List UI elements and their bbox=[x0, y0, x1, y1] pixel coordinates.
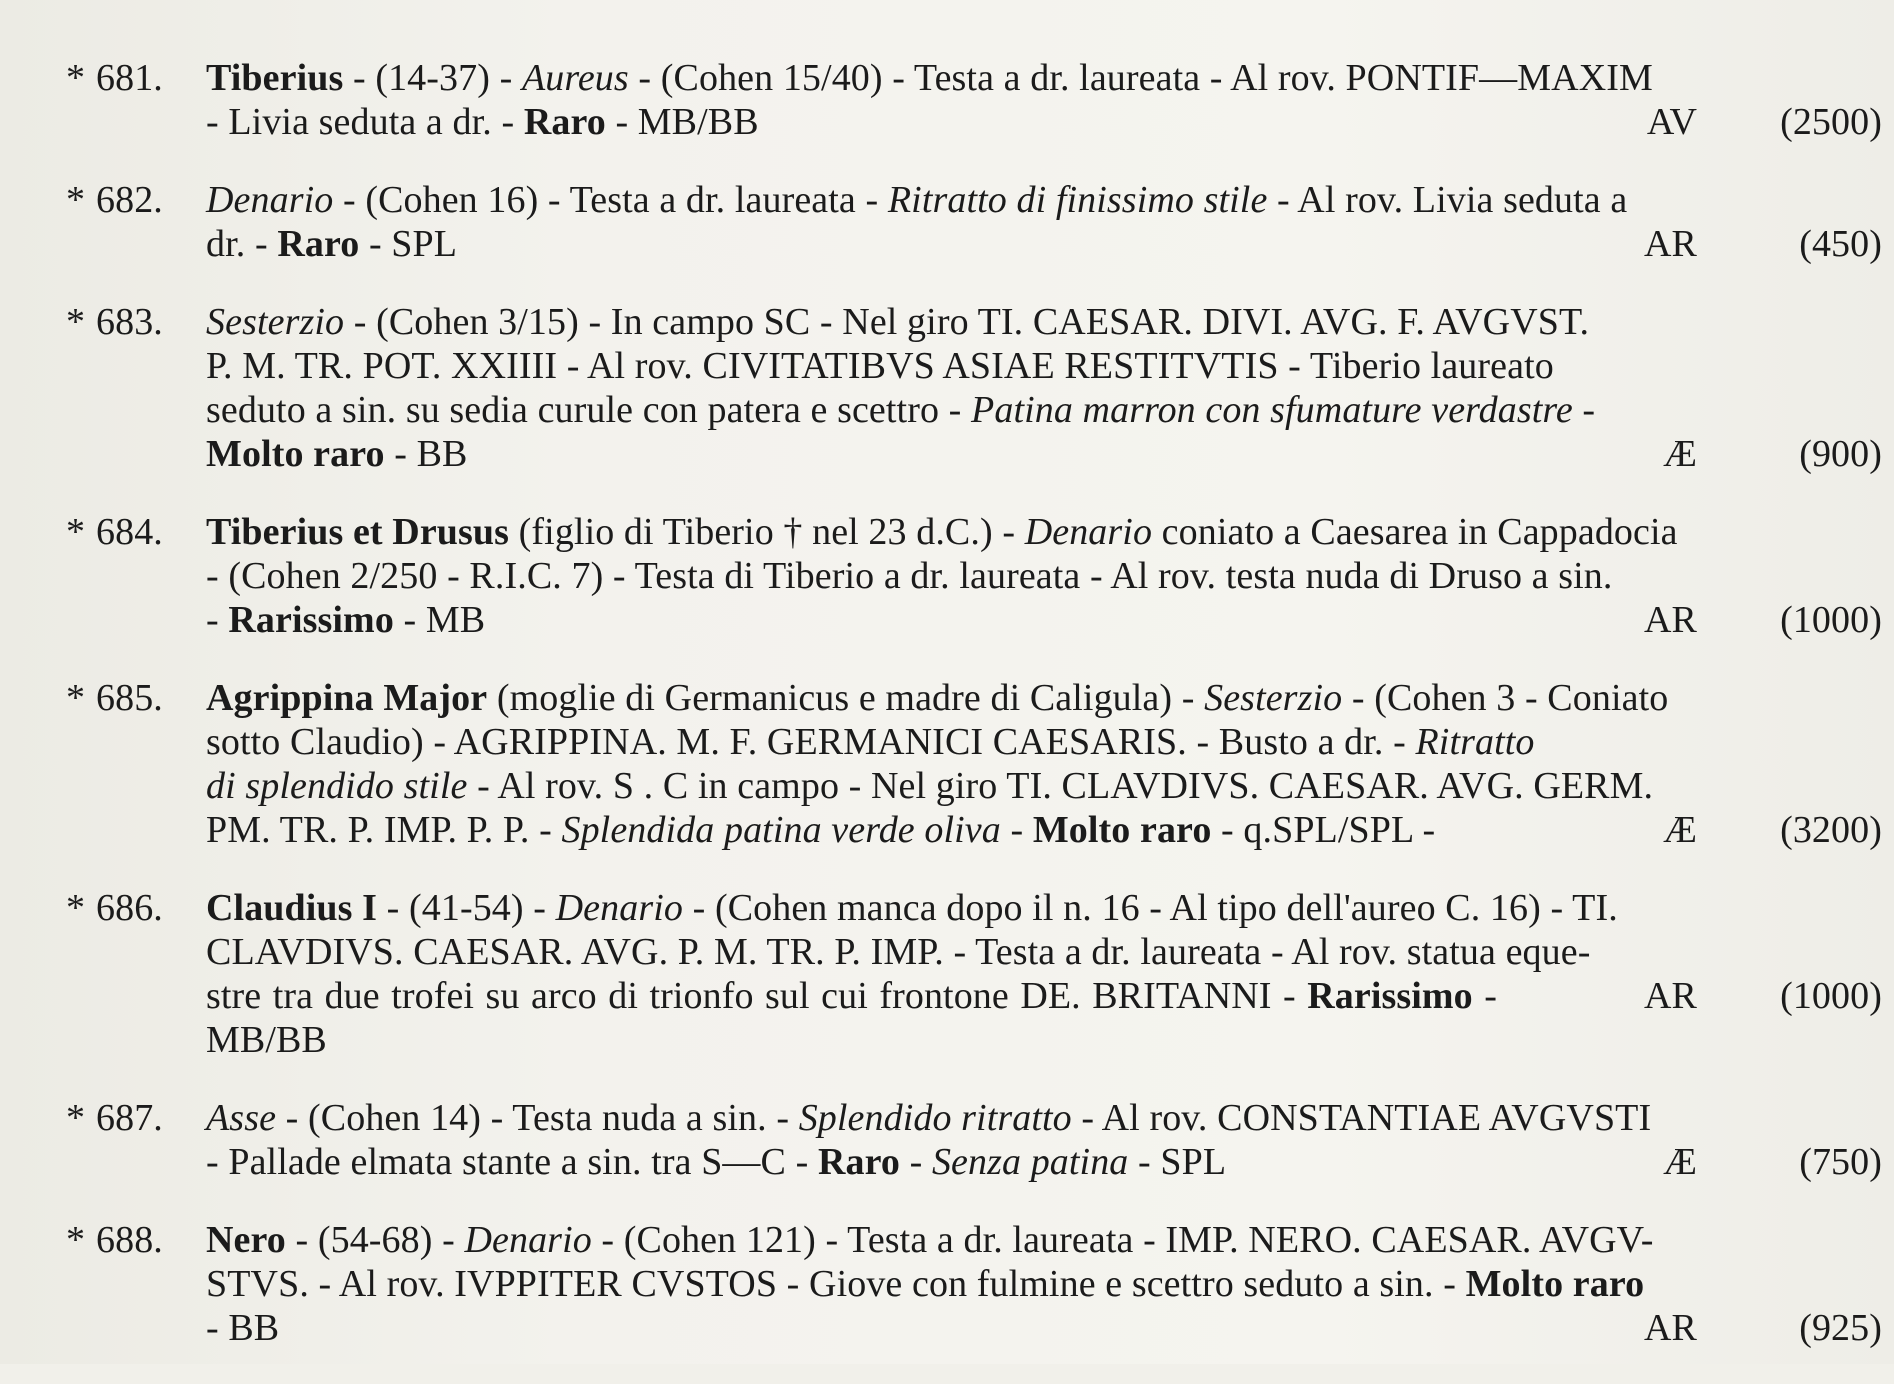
italic-text: Patina marron con sfumature verdastre bbox=[971, 389, 1573, 431]
plain-text: dr. - bbox=[206, 223, 278, 265]
plain-text: (moglie di Germanicus e madre di Caligula) - bbox=[487, 677, 1205, 719]
plain-text: - MB bbox=[393, 599, 486, 641]
lot-number: 688. bbox=[96, 1219, 163, 1261]
italic-text: Asse bbox=[206, 1097, 277, 1139]
estimate-price: (1000) bbox=[1780, 599, 1882, 641]
bold-text: Molto raro bbox=[1032, 809, 1212, 851]
catalog-entry bbox=[66, 178, 1882, 266]
description-line bbox=[206, 388, 1882, 432]
description-line bbox=[206, 1140, 1882, 1184]
plain-text: - bbox=[1572, 389, 1596, 431]
description-line bbox=[206, 720, 1882, 764]
description-line-text bbox=[206, 598, 1497, 642]
bold-text: Tiberius bbox=[206, 57, 344, 99]
featured-star-mark: * bbox=[66, 887, 86, 929]
description-line bbox=[206, 1218, 1882, 1262]
estimate-price: (900) bbox=[1799, 433, 1882, 475]
estimate-price: (750) bbox=[1799, 1141, 1882, 1183]
lot-number: 685. bbox=[96, 677, 163, 719]
italic-text: Denario bbox=[555, 887, 683, 929]
description-line-text bbox=[206, 1140, 1497, 1184]
description-line bbox=[206, 554, 1882, 598]
lot-number: 687. bbox=[96, 1097, 163, 1139]
description-line bbox=[206, 930, 1882, 974]
description-line bbox=[206, 178, 1882, 222]
plain-text: - (Cohen 14) - Testa nuda a sin. - bbox=[276, 1097, 799, 1139]
description-line bbox=[206, 432, 1882, 476]
plain-text: - Al rov. CONSTANTIAE AVGVSTI bbox=[1071, 1097, 1652, 1139]
bold-text: Tiberius et Drusus bbox=[206, 511, 510, 553]
description-line-text bbox=[206, 432, 1497, 476]
description-line bbox=[206, 764, 1882, 808]
description-line bbox=[206, 808, 1882, 852]
plain-text: - Al rov. S . C in campo - Nel giro TI. CLAVDIVS. CAESAR. AVG. GERM. bbox=[467, 765, 1654, 807]
italic-text: Splendido ritratto bbox=[798, 1097, 1072, 1139]
bold-text: Rarissimo bbox=[1307, 975, 1473, 1017]
plain-text: - (Cohen 16) - Testa a dr. laureata - bbox=[333, 179, 888, 221]
metal-symbol: AV bbox=[1646, 101, 1697, 143]
plain-text: STVS. - Al rov. IVPPITER CVSTOS - Giove con fulmine e scettro seduto a sin. - bbox=[206, 1263, 1466, 1305]
plain-text: - (54-68) - bbox=[285, 1219, 465, 1261]
catalog-entries bbox=[66, 56, 1882, 1384]
description-line-text bbox=[206, 1306, 1497, 1350]
lot-number: 684. bbox=[96, 511, 163, 553]
description-line-text bbox=[206, 808, 1497, 852]
description-line bbox=[206, 974, 1882, 1062]
italic-text: Denario bbox=[464, 1219, 592, 1261]
lot-description bbox=[206, 1218, 1882, 1350]
metal-symbol: AR bbox=[1644, 599, 1697, 641]
italic-text: Splendida patina verde oliva bbox=[561, 809, 1001, 851]
bold-text: Claudius I bbox=[206, 887, 378, 929]
plain-text: - bbox=[899, 1141, 932, 1183]
description-line-text bbox=[206, 222, 1497, 266]
description-line bbox=[206, 56, 1882, 100]
catalog-entry bbox=[66, 300, 1882, 476]
plain-text: - (14-37) - bbox=[343, 57, 522, 99]
plain-text: CLAVDIVS. CAESAR. AVG. P. M. TR. P. IMP. - Testa a dr. laureata - Al rov. statua eque- bbox=[206, 931, 1591, 973]
catalog-entry bbox=[66, 886, 1882, 1062]
catalog-entry bbox=[66, 510, 1882, 642]
bold-text: Raro bbox=[817, 1141, 900, 1183]
plain-text: P. M. TR. POT. XXIIII - Al rov. CIVITATIBVS ASIAE RESTITVTIS - Tiberio laureato bbox=[206, 345, 1554, 387]
plain-text: - Al rov. Livia seduta a bbox=[1267, 179, 1628, 221]
estimate-price: (3200) bbox=[1780, 809, 1882, 851]
plain-text: - SPL bbox=[1128, 1141, 1227, 1183]
description-line bbox=[206, 676, 1882, 720]
description-line bbox=[206, 344, 1882, 388]
featured-star-mark: * bbox=[66, 677, 86, 719]
featured-star-mark: * bbox=[66, 301, 86, 343]
metal-symbol: AR bbox=[1644, 223, 1697, 265]
description-line bbox=[206, 1096, 1882, 1140]
plain-text: - MB/BB bbox=[605, 101, 759, 143]
description-line-text bbox=[206, 974, 1497, 1062]
estimate-price: (450) bbox=[1799, 223, 1882, 265]
plain-text: PM. TR. P. IMP. P. P. - bbox=[206, 809, 562, 851]
lot-number: 681. bbox=[96, 57, 163, 99]
featured-star-mark: * bbox=[66, 1219, 86, 1261]
featured-star-mark: * bbox=[66, 179, 86, 221]
bold-text: Agrippina Major bbox=[206, 677, 488, 719]
lot-number: 682. bbox=[96, 179, 163, 221]
catalog-entry bbox=[66, 1218, 1882, 1350]
plain-text: - (Cohen 2/250 - R.I.C. 7) - Testa di Tiberio a dr. laureata - Al rov. testa nuda di Druso a sin. bbox=[206, 555, 1613, 597]
plain-text: - (41-54) - bbox=[377, 887, 556, 929]
lot-description bbox=[206, 300, 1882, 476]
lot-description bbox=[206, 56, 1882, 144]
plain-text: - bbox=[206, 599, 229, 641]
metal-symbol: AR bbox=[1644, 1307, 1697, 1349]
featured-star-mark: * bbox=[66, 511, 86, 553]
lot-description bbox=[206, 676, 1882, 852]
bold-text: Rarissimo bbox=[228, 599, 394, 641]
italic-text: Denario bbox=[206, 179, 334, 221]
italic-text: di splendido stile bbox=[206, 765, 468, 807]
lot-description bbox=[206, 178, 1882, 266]
lot-description bbox=[206, 1096, 1882, 1184]
plain-text: - MB/BB bbox=[206, 975, 1497, 1061]
plain-text: - q.SPL/SPL - bbox=[1211, 809, 1436, 851]
featured-star-mark: * bbox=[66, 1097, 86, 1139]
description-line bbox=[206, 886, 1882, 930]
metal-symbol: Æ bbox=[1663, 1141, 1697, 1183]
catalog-entry bbox=[66, 1096, 1882, 1184]
lot-description bbox=[206, 510, 1882, 642]
description-line bbox=[206, 1262, 1882, 1306]
plain-text: sotto Claudio) - AGRIPPINA. M. F. GERMANICI CAESARIS. - Busto a dr. - bbox=[206, 721, 1416, 763]
description-line bbox=[206, 598, 1882, 642]
bold-text: Raro bbox=[277, 223, 360, 265]
plain-text: - (Cohen 3/15) - In campo SC - Nel giro TI. CAESAR. DIVI. AVG. F. AVGVST. bbox=[344, 301, 1590, 343]
description-line bbox=[206, 300, 1882, 344]
bold-text: Molto raro bbox=[1465, 1263, 1645, 1305]
plain-text: - (Cohen 121) - Testa a dr. laureata - IMP. NERO. CAESAR. AVGV- bbox=[591, 1219, 1654, 1261]
plain-text: - Livia seduta a dr. - bbox=[206, 101, 524, 143]
plain-text: - Pallade elmata stante a sin. tra S—C - bbox=[206, 1141, 818, 1183]
bold-text: Raro bbox=[523, 101, 606, 143]
italic-text: Aureus bbox=[521, 57, 629, 99]
plain-text: - (Cohen 15/40) - Testa a dr. laureata - Al rov. PONTIF—MAXIM bbox=[628, 57, 1653, 99]
italic-text: Ritratto di finissimo stile bbox=[887, 179, 1268, 221]
plain-text: - bbox=[1000, 809, 1033, 851]
plain-text: - BB bbox=[384, 433, 468, 475]
italic-text: Sesterzio bbox=[206, 301, 345, 343]
plain-text: - (Cohen manca dopo il n. 16 - Al tipo dell'aureo C. 16) - TI. bbox=[682, 887, 1618, 929]
plain-text: stre tra due trofei su arco di trionfo sul cui frontone DE. BRITANNI - bbox=[206, 975, 1308, 1017]
metal-symbol: Æ bbox=[1663, 433, 1697, 475]
estimate-price: (2500) bbox=[1780, 101, 1882, 143]
metal-symbol: AR bbox=[1644, 975, 1697, 1017]
plain-text: - SPL bbox=[359, 223, 458, 265]
italic-text: Denario bbox=[1024, 511, 1153, 553]
italic-text: Senza patina bbox=[931, 1141, 1129, 1183]
metal-symbol: Æ bbox=[1663, 809, 1697, 851]
description-line bbox=[206, 510, 1882, 554]
bold-text: Molto raro bbox=[206, 433, 385, 475]
italic-text: Sesterzio bbox=[1204, 677, 1343, 719]
bold-text: Nero bbox=[206, 1219, 286, 1261]
plain-text: coniato a Caesarea in Cappadocia bbox=[1152, 511, 1678, 553]
lot-description bbox=[206, 886, 1882, 1062]
plain-text: seduto a sin. su sedia curule con patera e scettro - bbox=[206, 389, 972, 431]
plain-text: (figlio di Tiberio † nel 23 d.C.) - bbox=[509, 511, 1025, 553]
plain-text: - BB bbox=[206, 1307, 280, 1349]
catalog-entry bbox=[66, 676, 1882, 852]
lot-number: 686. bbox=[96, 887, 163, 929]
description-line bbox=[206, 100, 1882, 144]
estimate-price: (925) bbox=[1799, 1307, 1882, 1349]
catalog-entry bbox=[66, 56, 1882, 144]
estimate-price: (1000) bbox=[1780, 975, 1882, 1017]
featured-star-mark: * bbox=[66, 57, 86, 99]
description-line bbox=[206, 1306, 1882, 1350]
italic-text: Ritratto bbox=[1415, 721, 1535, 763]
lot-number: 683. bbox=[96, 301, 163, 343]
description-line bbox=[206, 222, 1882, 266]
description-line-text bbox=[206, 100, 1497, 144]
plain-text: - (Cohen 3 - Coniato bbox=[1342, 677, 1669, 719]
